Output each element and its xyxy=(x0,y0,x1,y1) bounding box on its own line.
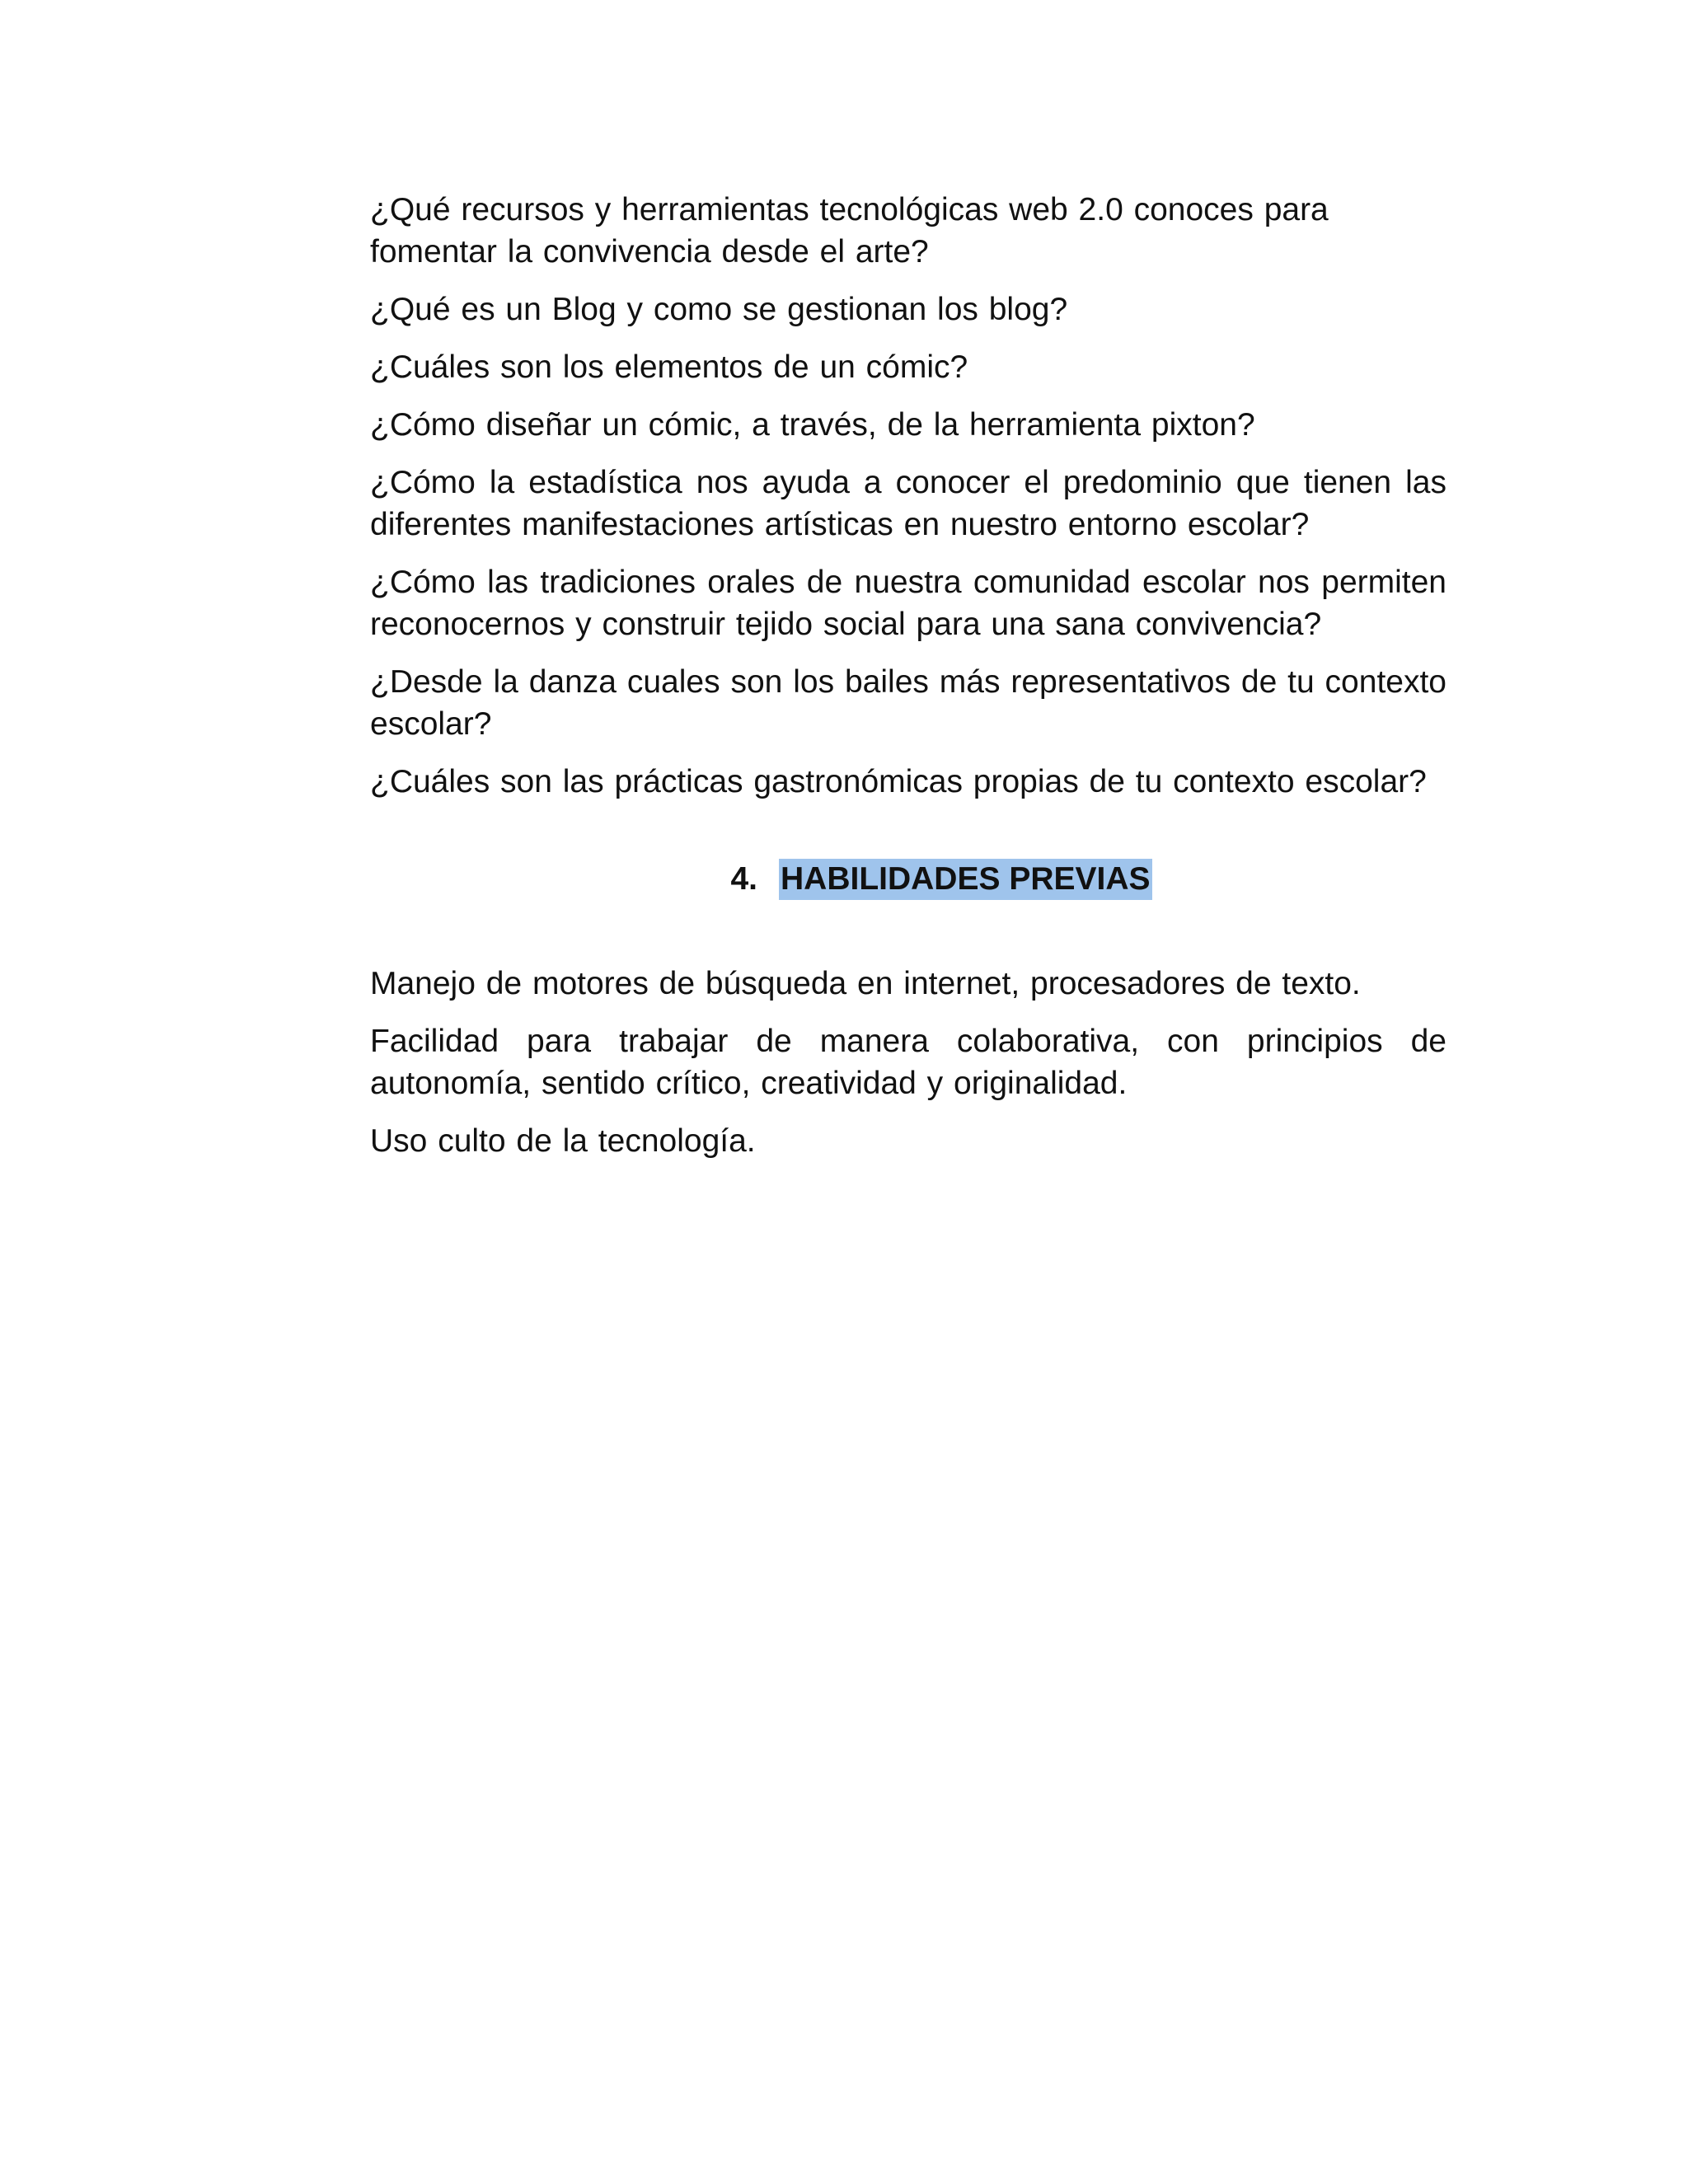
question-2: ¿Qué es un Blog y como se gestionan los blog? xyxy=(370,292,1068,327)
question-1: ¿Qué recursos y herramientas tecnológicas web 2.0 conoces para fomentar la convivencia desde el arte? xyxy=(370,192,1329,269)
skill-1: Manejo de motores de búsqueda en internet, procesadores de texto. xyxy=(370,966,1361,1001)
question-4: ¿Cómo diseñar un cómic, a través, de la herramienta pixton? xyxy=(370,407,1255,443)
question-3: ¿Cuáles son los elementos de un cómic? xyxy=(370,349,968,385)
section-heading xyxy=(370,858,1447,900)
section-number: 4. xyxy=(730,861,757,897)
page-content xyxy=(370,189,1447,1178)
question-7: ¿Desde la danza cuales son los bailes más representativos de tu contexto escolar? xyxy=(370,664,1447,742)
section-title-highlighted: HABILIDADES PREVIAS xyxy=(779,859,1152,900)
skill-2: Facilidad para trabajar de manera colaborativa, con principios de autonomía, sentido crítico, creatividad y originalidad. xyxy=(370,1024,1447,1101)
skill-3: Uso culto de la tecnología. xyxy=(370,1123,756,1159)
question-5: ¿Cómo la estadística nos ayuda a conocer el predominio que tienen las diferentes manifestaciones artísticas en nuestro entorno escolar? xyxy=(370,465,1447,542)
question-6: ¿Cómo las tradiciones orales de nuestra comunidad escolar nos permiten reconocernos y construir tejido social para una sana convivencia? xyxy=(370,565,1447,642)
question-8: ¿Cuáles son las prácticas gastronómicas propias de tu contexto escolar? xyxy=(370,764,1427,799)
